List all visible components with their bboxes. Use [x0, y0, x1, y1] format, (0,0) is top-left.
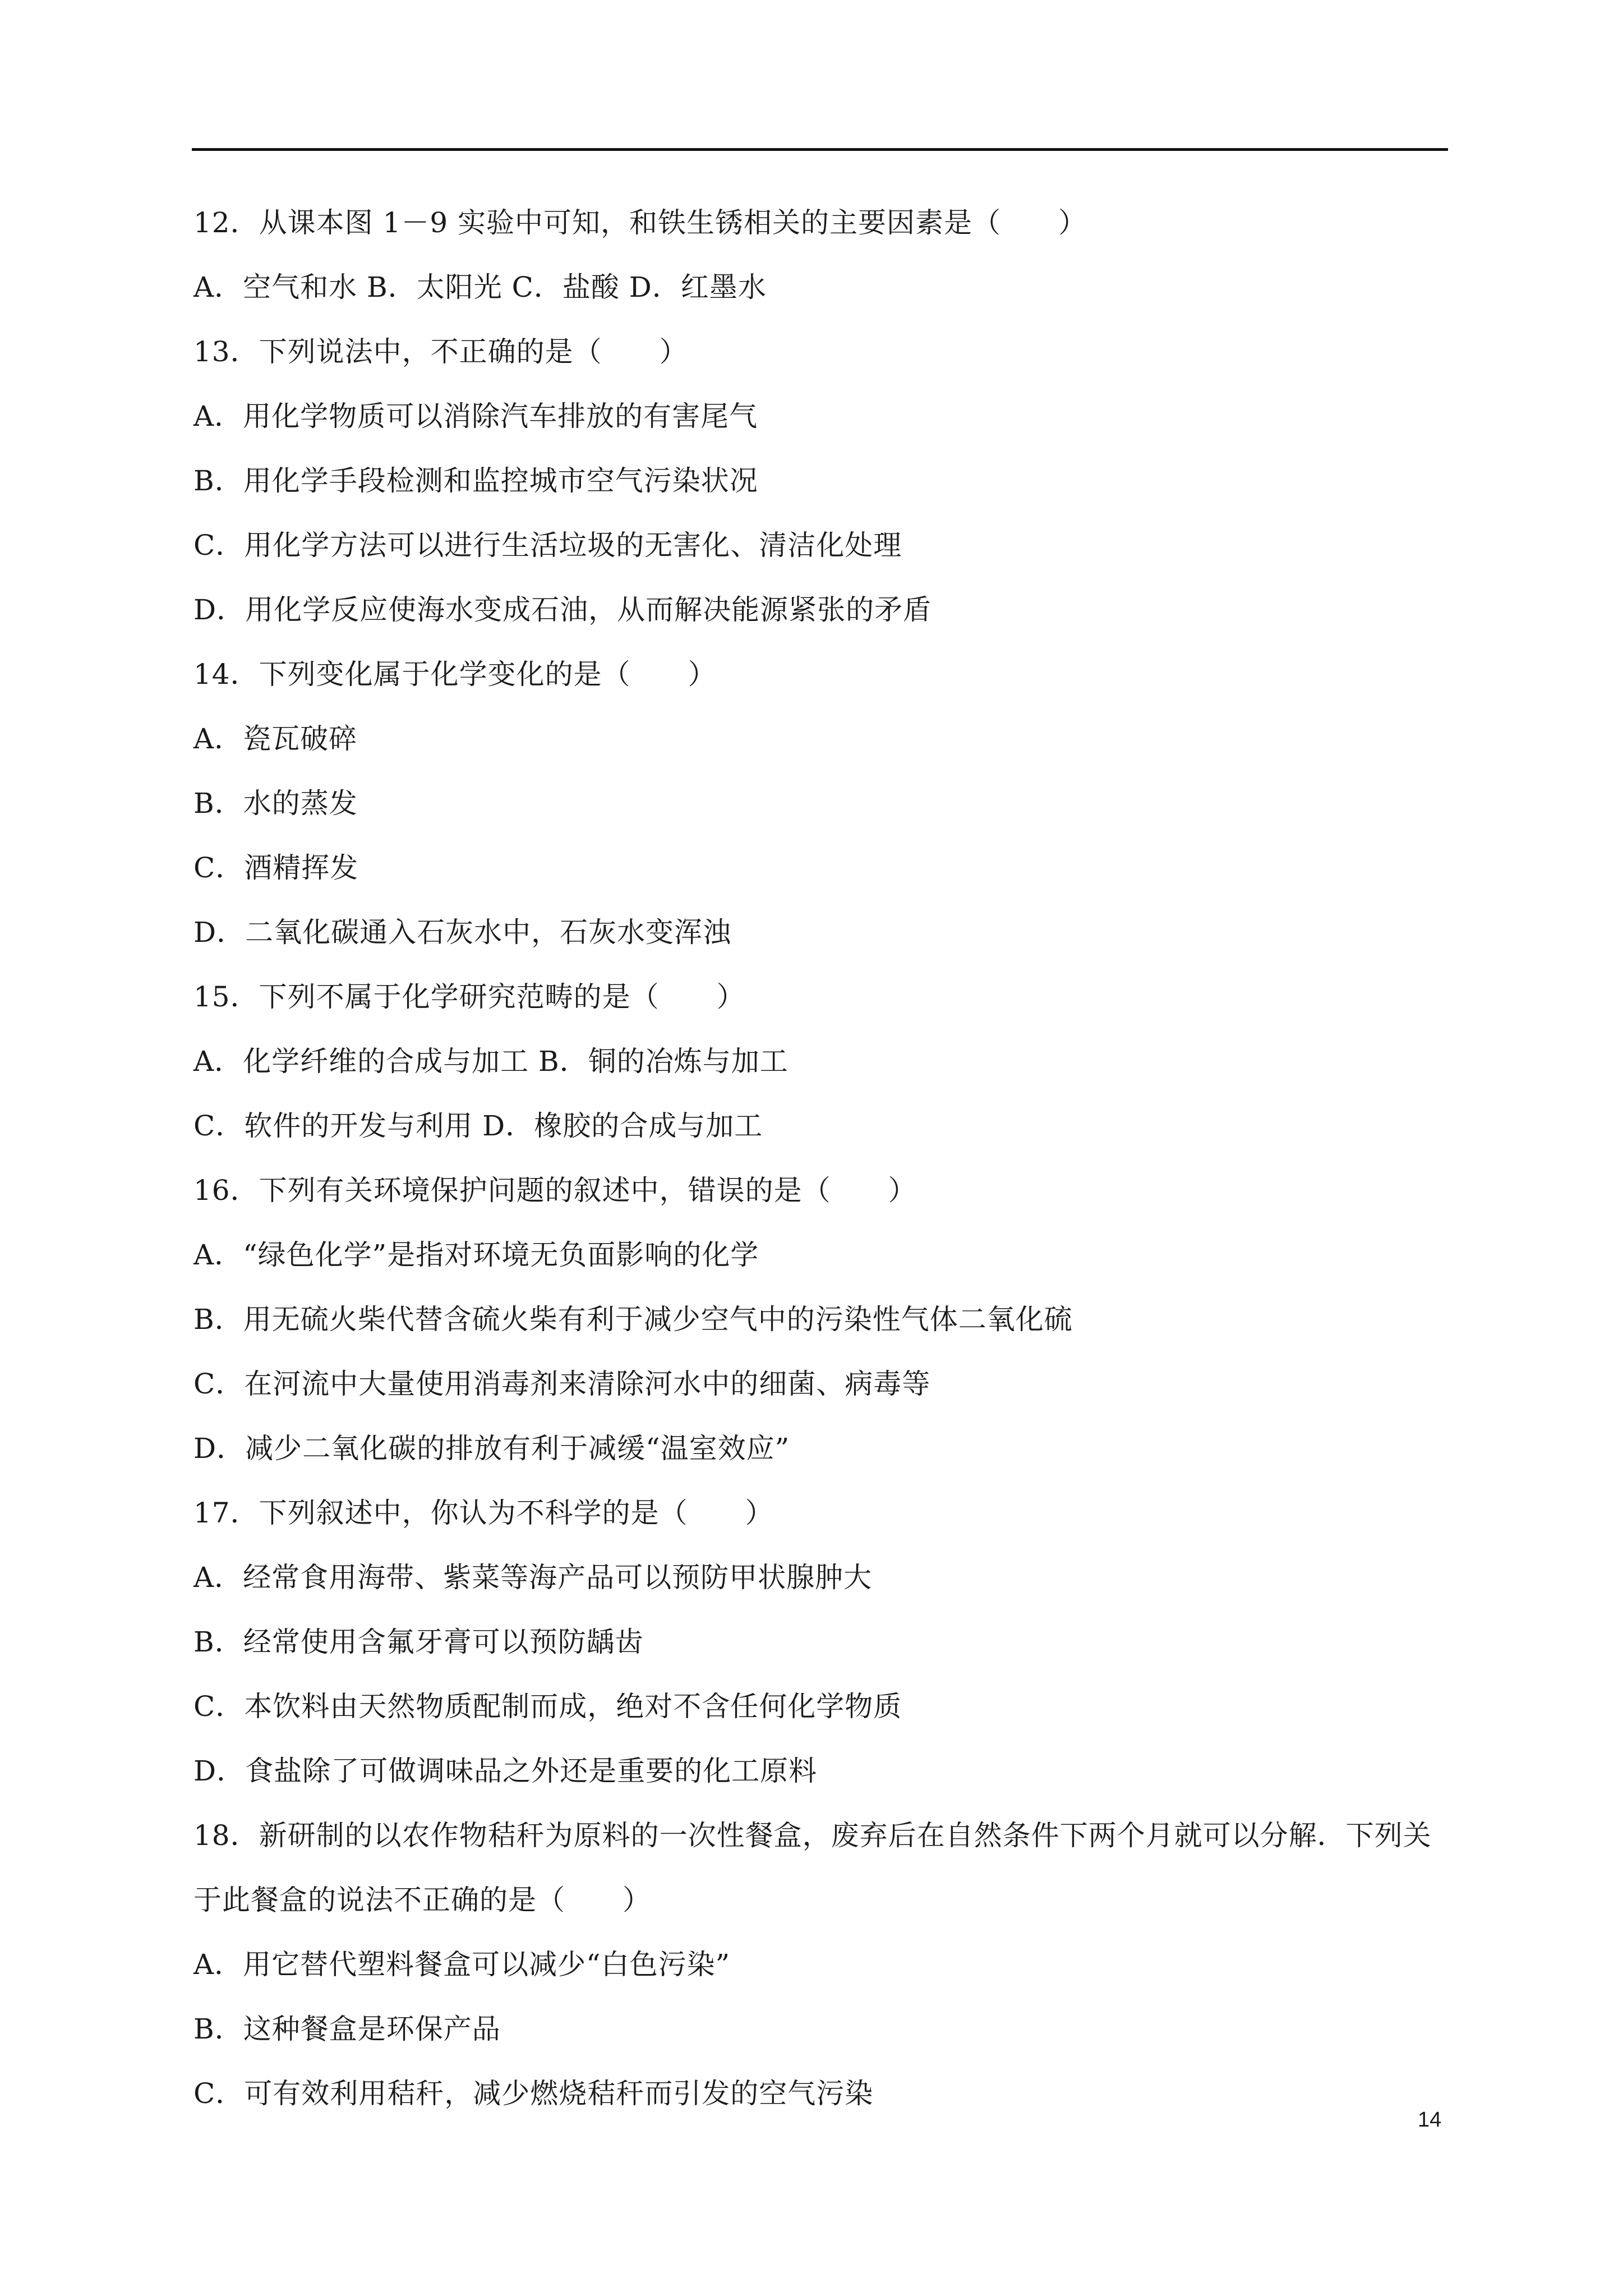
options-cd: C．软件的开发与利用 D．橡胶的合成与加工 — [193, 1110, 763, 1142]
question-16 — [193, 1158, 1450, 1481]
option-c: C．酒精挥发 — [193, 852, 359, 884]
question-stem: 12．从课本图 1－9 实验中可知，和铁生锈相关的主要因素是（ ） — [193, 206, 1087, 239]
header-rule — [192, 148, 1448, 151]
question-stem: 14．下列变化属于化学变化的是（ ） — [193, 658, 717, 691]
option-c: C．可有效利用秸秆，减少燃烧秸秆而引发的空气污染 — [193, 2077, 874, 2110]
question-stem: 16．下列有关环境保护问题的叙述中，错误的是（ ） — [193, 1174, 917, 1207]
option-b: B．用化学手段检测和监控城市空气污染状况 — [193, 464, 758, 497]
option-d: D．食盐除了可做调味品之外还是重要的化工原料 — [193, 1755, 818, 1787]
option-a: A．用它替代塑料餐盒可以减少“白色污染” — [193, 1948, 731, 1981]
question-17 — [193, 1481, 1450, 1803]
question-stem-line-1: 18．新研制的以农作物秸秆为原料的一次性餐盒，废弃后在自然条件下两个月就可以分解．下列关 — [193, 1819, 1432, 1852]
question-13 — [193, 320, 1450, 642]
option-b: B．用无硫火柴代替含硫火柴有利于减少空气中的污染性气体二氧化硫 — [193, 1303, 1073, 1336]
option-c: C．用化学方法可以进行生活垃圾的无害化、清洁化处理 — [193, 529, 902, 562]
question-14 — [193, 642, 1450, 965]
question-15 — [193, 965, 1450, 1158]
option-b: B．水的蒸发 — [193, 787, 358, 820]
question-stem-line-2: 于此餐盒的说法不正确的是（ ） — [193, 1884, 651, 1916]
question-18 — [193, 1803, 1450, 2126]
option-a: A．“绿色化学”是指对环境无负面影响的化学 — [193, 1239, 759, 1271]
option-d: D．减少二氧化碳的排放有利于减缓“温室效应” — [193, 1432, 790, 1465]
option-a: A．用化学物质可以消除汽车排放的有害尾气 — [193, 400, 758, 432]
question-12 — [193, 191, 1450, 320]
question-stem: 13．下列说法中，不正确的是（ ） — [193, 335, 688, 368]
question-options: A．空气和水 B．太阳光 C．盐酸 D．红墨水 — [193, 271, 767, 303]
option-b: B．经常使用含氟牙膏可以预防龋齿 — [193, 1626, 644, 1658]
question-list — [193, 191, 1450, 2126]
option-d: D．用化学反应使海水变成石油，从而解决能源紧张的矛盾 — [193, 593, 932, 626]
question-stem: 17．下列叙述中，你认为不科学的是（ ） — [193, 1497, 774, 1529]
options-ab: A．化学纤维的合成与加工 B．铜的冶炼与加工 — [193, 1045, 789, 1078]
question-stem: 15．下列不属于化学研究范畴的是（ ） — [193, 981, 745, 1013]
option-d: D．二氧化碳通入石灰水中，石灰水变浑浊 — [193, 916, 732, 949]
option-a: A．经常食用海带、紫菜等海产品可以预防甲状腺肿大 — [193, 1561, 873, 1594]
option-a: A．瓷瓦破碎 — [193, 723, 358, 755]
option-c: C．在河流中大量使用消毒剂来清除河水中的细菌、病毒等 — [193, 1368, 931, 1400]
option-b: B．这种餐盒是环保产品 — [193, 2013, 501, 2045]
option-c: C．本饮料由天然物质配制而成，绝对不含任何化学物质 — [193, 1690, 902, 1723]
page-number: 14 — [1418, 2108, 1442, 2132]
